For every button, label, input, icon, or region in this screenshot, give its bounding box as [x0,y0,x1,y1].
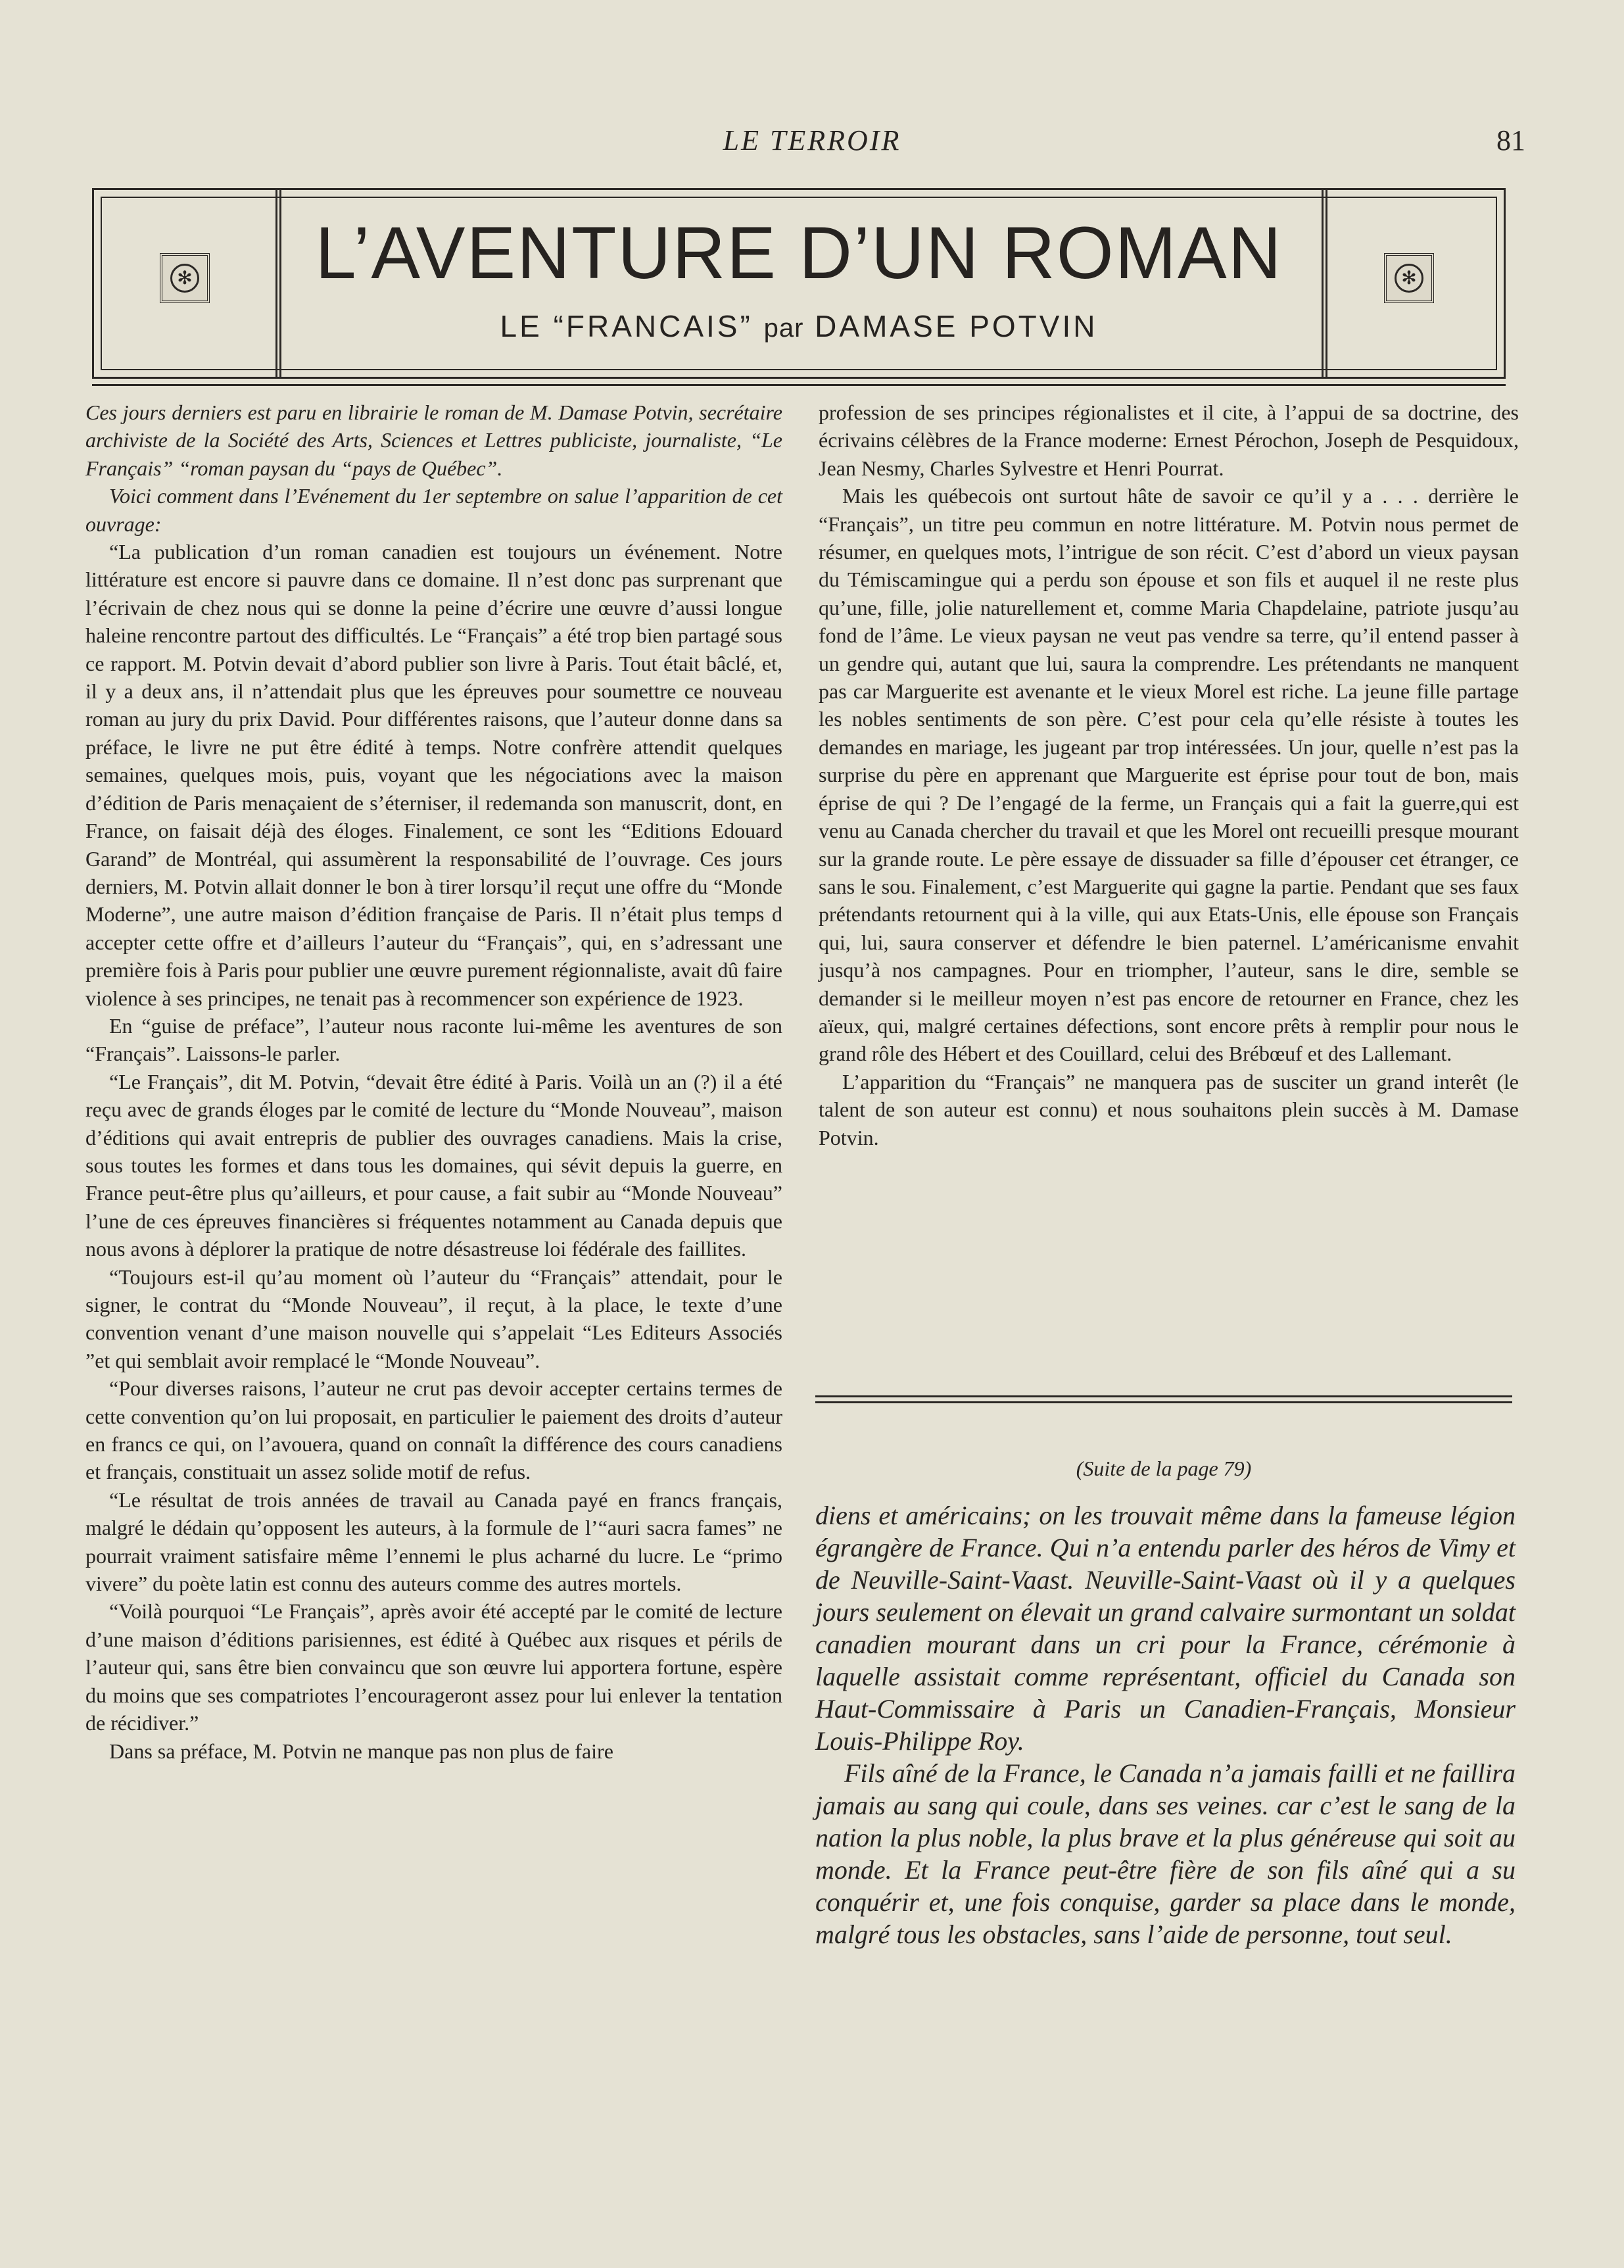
subtitle-author: DAMASE POTVIN [815,309,1098,343]
body-paragraph: Fils aîné de la France, le Canada n’a jamais failli et ne faillira jamais au sang qui coule, dans ses veines. car c’est le sang de la nation la plus noble, la plus brave et la plus généreuse qui soit au monde. Et la France peut-être fière de son fils aîné qui a su conquérir et, une fois conquise, garder sa place dans le monde, malgré tous les obstacles, sans l’aide de personne, tout seul. [815,1758,1516,1949]
body-paragraph: Mais les québecois ont surtout hâte de savoir ce qu’il y a . . . derrière le “Français”, un titre peu commun en notre littérature. M. Potvin nous permet de résumer, en quelques mots, l’intrigue de son récit. C’est d’abord un vieux paysan du Témiscamingue qui a perdu son épouse et son fils et auquel il ne reste plus qu’une, fille, jolie naturellement et, comme Maria Chapdelaine, patriote jusqu’au fond de l’âme. Le vieux paysan ne veut pas vendre sa terre, qu’il entend passer à un gendre qui, autant que lui, saura la comprendre. Les prétendants ne manquent pas car Marguerite est avenante et le vieux Morel est riche. La jeune fille partage les nobles sentiments de son père. C’est pour cela qu’elle résiste à toutes les demandes en mariage, les jugeant par trop intéressées. Un jour, quelle n’est pas la surprise du père en apprenant que Marguerite est éprise pour tout de bon, mais éprise de qui ? De l’engagé de la ferme, un Français qui a fait la guerre,qui est venu au Canada chercher du travail et que les Morel ont recueilli presque mourant sur la grande route. Le père essaye de dissuader sa fille d’épouser cet étranger, ce sans le sou. Finalement, c’est Marguerite qui gagne la partie. Pendant que ses faux prétendants retournent qui à la ville, qui aux Etats-Unis, elle épouse son Français qui, lui, saura conserver et défendre le bien paternel. L’américanisme envahit jusqu’à nos campagnes. Pour en triompher, l’auteur, sans le dire, semble se demander si le meilleur moyen n’est pas encore de retourner en France, chez les aïeux, qui, malgré certaines défections, sont encore prêts à remplir pour nous le grand rôle des Hébert et des Couillard, celui des Brébœuf et des Lallemant. [819,484,1519,1066]
body-paragraph: profession de ses principes régionalistes et il cite, à l’appui de sa doctrine, des écrivains célèbres de la France moderne: Ernest Pérochon, Joseph de Pesquidoux, Jean Nesmy, Charles Sylvestre et Henri Pourrat. [819,400,1519,480]
title-rule [92,384,1506,386]
section-rule [815,1395,1512,1397]
article-subtitle [94,308,1504,344]
body-paragraph: Dans sa préface, M. Potvin ne manque pas non plus de faire [109,1739,613,1763]
body-paragraph: diens et américains; on les trouvait même dans la fameuse légion égrangère de France. Qui n’a entendu parler des héros de Vimy et de Neuville-Saint-Vaast. Neuville-Saint-Vaast où il y a quelques jours seulement on élevait un grand calvaire surmontant un soldat canadien mourant dans un cri pour la France, cérémonie à laquelle assistait comme représentant, officiel du Canada son Haut-Commissaire à Paris un Canadien-Français, Monsieur Louis-Philippe Roy. [815,1501,1516,1756]
body-paragraph: “Toujours est-il qu’au moment où l’auteur du “Français” attendait, pour le signer, le contrat du “Monde Nouveau”, il reçut, à la place, le texte d’une convention venant d’une maison nouvelle qui s’appelait “Les Editeurs Associés ”et qui semblait avoir remplacé le “Monde Nouveau”. [85,1265,782,1372]
article-title: L’AVENTURE D’UN ROMAN [315,212,1283,294]
subtitle-work: LE “FRANCAIS” [500,309,753,343]
section-rule [815,1401,1512,1403]
right-column [819,398,1519,1151]
left-column [85,398,782,1765]
ornament-left-icon: ✻ [160,253,210,303]
title-frame [92,188,1506,379]
body-paragraph: “Le résultat de trois années de travail au Canada payé en francs français, malgré le dédain qu’opposent les auteurs, à la formule de l’“auri sacra fames” ne pourrait vraiment satisfaire même l’ennemi le plus acharné du lucre. Le “primo vivere” du poète latin est connu des auteurs comme des autres mortels. [85,1487,782,1596]
subtitle-par: par [763,314,804,343]
body-paragraph: L’apparition du “Français” ne manquera pas de susciter un grand interêt (le talent de son auteur est connu) et nous souhaitons plein succès à M. Damase Potvin. [819,1069,1519,1149]
ornament-right-icon: ✻ [1384,253,1434,303]
body-paragraph: “La publication d’un roman canadien est toujours un événement. Notre littérature est encore si pauvre dans ce domaine. Il n’est donc pas surprenant que l’écrivain de chez nous qui se donne la peine d’écrire une œuvre d’aussi longue haleine rencontre partout des difficultés. Le “Français” a été trop bien partagé sous ce rapport. M. Potvin devait d’abord publier son livre à Paris. Tout était bâclé, et, il y a deux ans, il n’attendait plus que les épreuves pour soumettre ce nouveau roman au jury du prix David. Pour différentes raisons, que l’auteur donne dans sa préface, le livre ne put être édité à temps. Notre confrère attendit quelques semaines, quelques mois, puis, voyant que les négociations avec la maison d’édition de Paris menaçaient de s’éterniser, il redemanda son manuscrit, dont, en France, on faisait déjà des éloges. Finalement, ce sont les “Editions Edouard Garand” de Montréal, qui assumèrent la responsabilité de l’ouvrage. Ces jours derniers, M. Potvin allait donner le bon à tirer lorsqu’il reçut une offre du “Monde Moderne”, une autre maison d’édition française de Paris. Il n’était plus temps d accepter cette offre et d’ailleurs l’auteur du “Français”, qui, en s’adressant une première fois à Paris pour publier une œuvre purement régionnaliste, avait dû faire violence à ses principes, ne tenait pas à recommencer son expérience de 1923. [85,540,782,1010]
running-title: LE TERROIR [723,124,901,157]
body-paragraph: “Le Français”, dit M. Potvin, “devait être édité à Paris. Voilà un an (?) il a été reçu avec de grands éloges par le comité de lecture du “Monde Nouveau”, maison d’éditions qui avait entrepris de publier des ouvrages canadiens. Mais la crise, sous toutes les formes et dans tous les domaines, qui sévit depuis la guerre, en France peut-être plus qu’ailleurs, et pour cause, a fait subir au “Monde Nouveau” l’une de ces épreuves financières si fréquentes notamment au Canada depuis que nous avons à déplorer la pratique de notre désastreuse loi fédérale des faillites. [85,1069,782,1261]
page-number: 81 [1496,124,1525,157]
intro-paragraph: Voici comment dans l’Evénement du 1er septembre on salue l’apparition de cet ouvrage: [85,484,782,536]
continuation-note: (Suite de la page 79) [1076,1457,1252,1480]
page-header [92,124,1532,170]
body-paragraph: “Pour diverses raisons, l’auteur ne crut pas devoir accepter certains termes de cette convention qu’on lui proposait, en particulier le paiement des droits d’auteur en francs ce qui, on l’avouera, quand on connaît la différence des cours canadiens et français, constituait un assez solide motif de refus. [85,1376,782,1484]
body-paragraph: “Voilà pourquoi “Le Français”, après avoir été accepté par le comité de lecture d’une maison d’éditions parisiennes, est édité à Québec aux risques et périls de l’auteur qui, sans être bien convaincu que son œuvre lui apportera fortune, espère du moins que ses compatriotes l’encourageront assez pour lui enlever la tentation de récidiver.” [85,1599,782,1735]
continued-article [815,1499,1516,1950]
body-paragraph: En “guise de préface”, l’auteur nous raconte lui-même les aventures de son “Français”. Laissons-le parler. [85,1013,782,1066]
intro-paragraph: Ces jours derniers est paru en librairie le roman de M. Damase Potvin, secrétaire archiviste de la Société des Arts, Sciences et Lettres publiciste, journaliste, “Le Français” “roman paysan du “pays de Québec”. [85,400,782,480]
